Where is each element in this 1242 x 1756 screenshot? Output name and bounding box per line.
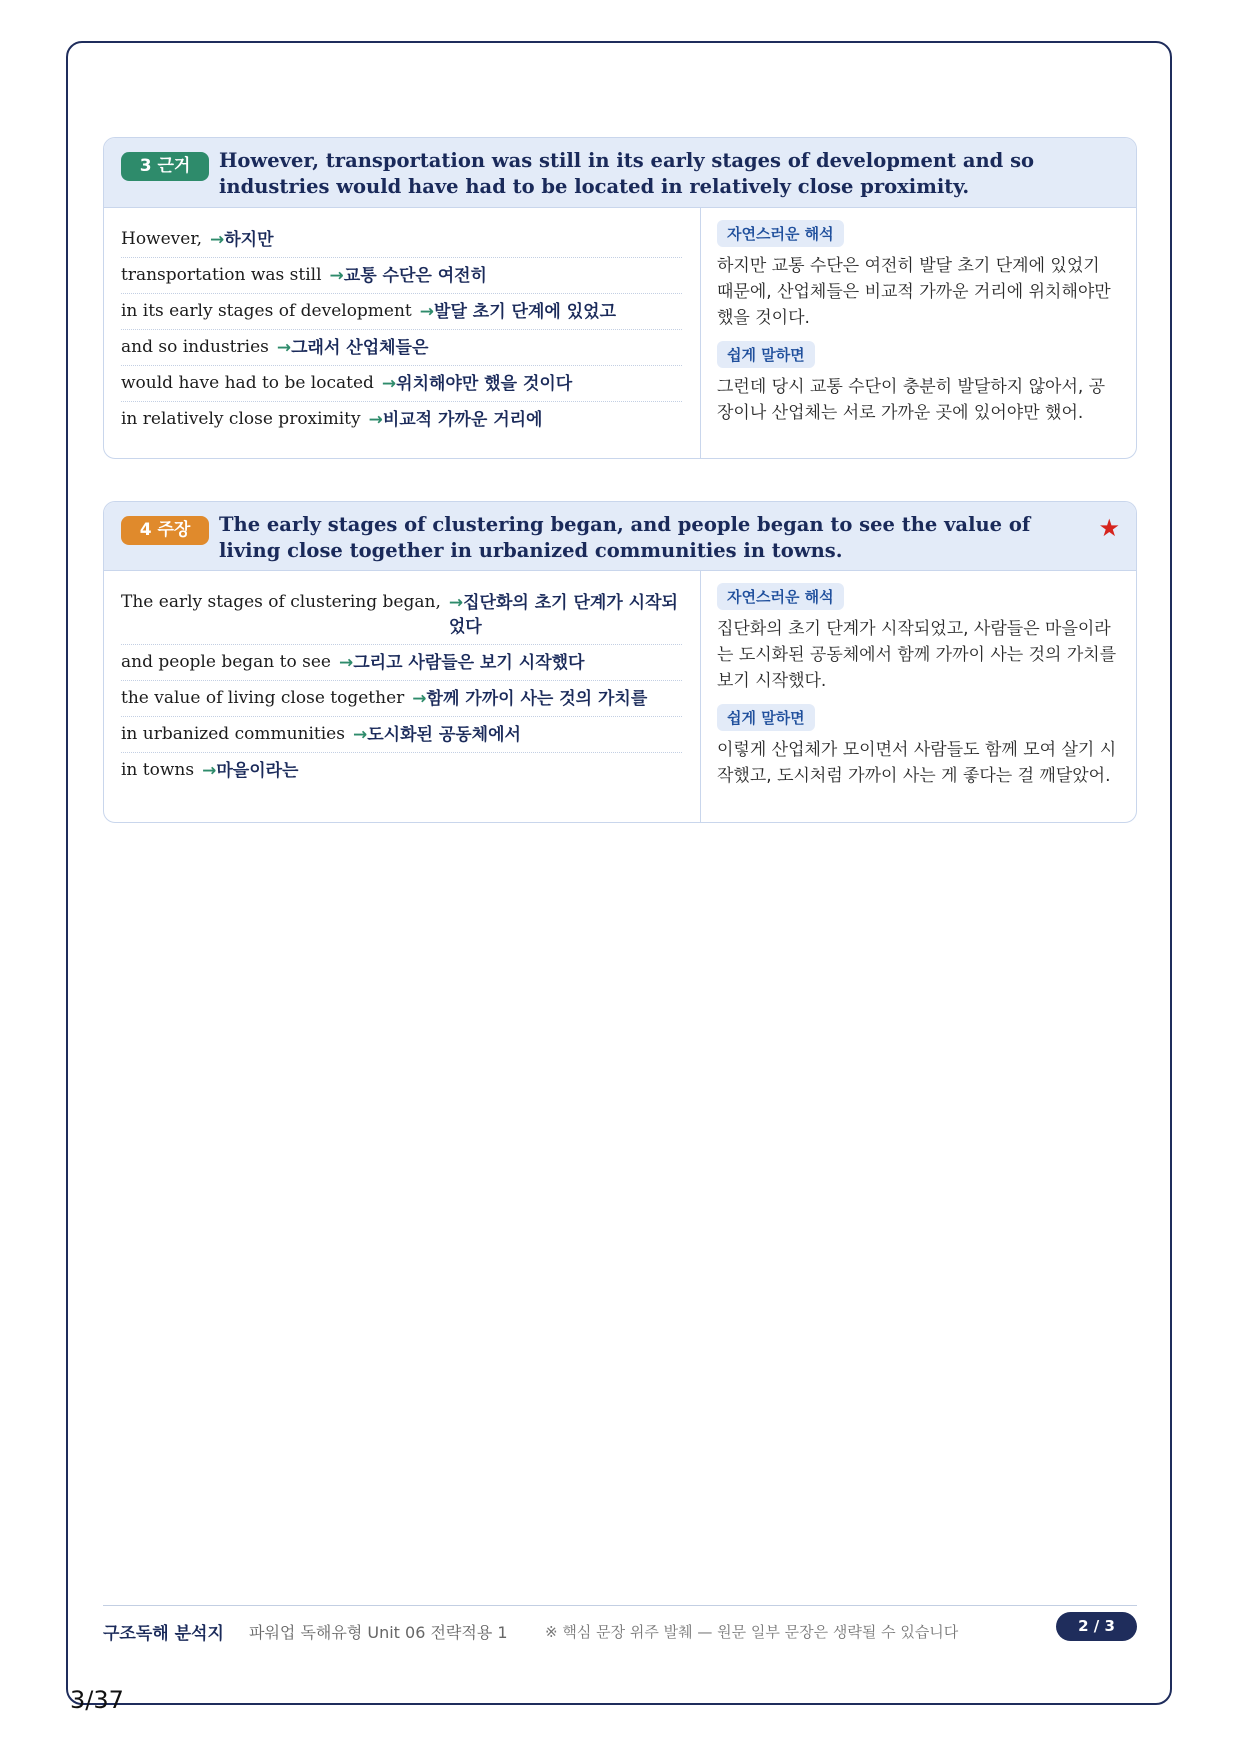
chunk-english: and people began to see bbox=[121, 652, 331, 672]
chunk-korean: →그리고 사람들은 보기 시작했다 bbox=[338, 653, 585, 673]
arrow-icon: → bbox=[368, 410, 383, 430]
natural-translation-text: 집단화의 초기 단계가 시작되었고, 사람들은 마을이라는 도시화된 공동체에서 함께 가까이 사는 것의 가치를 보기 시작했다. bbox=[717, 619, 1117, 691]
chunk-row bbox=[121, 222, 682, 258]
arrow-icon: → bbox=[412, 689, 427, 709]
easy-explanation-text: 이렇게 산업체가 모이면서 사람들도 함께 모여 살기 시작했고, 도시처럼 가까이 사는 게 좋다는 걸 깨달았어. bbox=[717, 740, 1117, 786]
sentence-card-3 bbox=[103, 137, 1137, 459]
arrow-icon: → bbox=[202, 761, 217, 781]
card-header bbox=[104, 138, 1136, 208]
chunk-english: The early stages of clustering began, bbox=[121, 592, 441, 612]
chunk-row bbox=[121, 402, 682, 437]
role-badge: 4 주장 bbox=[121, 516, 209, 545]
chunk-korean: →발달 초기 단계에 있었고 bbox=[419, 302, 617, 322]
card-header bbox=[104, 502, 1136, 571]
footer-page-badge: 2 / 3 bbox=[1056, 1612, 1137, 1641]
easy-explanation-text: 그런데 당시 교통 수단이 충분히 발달하지 않아서, 공장이나 산업체는 서로 가까운 곳에 있어야만 했어. bbox=[717, 377, 1106, 423]
chunk-korean: →위치해야만 했을 것이다 bbox=[381, 374, 573, 394]
chunk-row bbox=[121, 753, 682, 788]
easy-explanation-label: 쉽게 말하면 bbox=[717, 704, 815, 731]
chunk-korean: →함께 가까이 사는 것의 가치를 bbox=[412, 689, 648, 709]
chunk-korean: →하지만 bbox=[210, 230, 274, 250]
key-sentence: However, transportation was still in its early stages of development and so industries would have had to be located in relatively close proximity. bbox=[219, 149, 1035, 198]
footer-brand: 구조독해 분석지 bbox=[103, 1624, 224, 1644]
chunk-english: would have had to be located bbox=[121, 373, 374, 393]
translation-notes bbox=[701, 571, 1136, 822]
chunk-english: and so industries bbox=[121, 337, 269, 357]
star-icon: ★ bbox=[1098, 514, 1120, 542]
chunk-row bbox=[121, 258, 682, 294]
chunk-row bbox=[121, 366, 682, 402]
sentence-card-4 bbox=[103, 501, 1137, 823]
arrow-icon: → bbox=[210, 230, 225, 250]
chunk-list bbox=[104, 208, 701, 458]
footer-unit: 파워업 독해유형 Unit 06 전략적용 1 bbox=[249, 1623, 508, 1642]
easy-explanation-label: 쉽게 말하면 bbox=[717, 341, 815, 368]
chunk-korean: →도시화된 공동체에서 bbox=[352, 725, 521, 745]
arrow-icon: → bbox=[419, 302, 435, 322]
natural-translation-text: 하지만 교통 수단은 여전히 발달 초기 단계에 있었기 때문에, 산업체들은 비교적 가까운 거리에 위치해야만 했을 것이다. bbox=[717, 256, 1111, 328]
chunk-english: However, bbox=[121, 229, 202, 249]
arrow-icon: → bbox=[276, 338, 292, 358]
chunk-korean: →그래서 산업체들은 bbox=[276, 338, 429, 358]
natural-translation-label: 자연스러운 해석 bbox=[717, 220, 844, 247]
natural-translation-label: 자연스러운 해석 bbox=[717, 583, 844, 610]
role-badge: 3 근거 bbox=[121, 152, 209, 181]
chunk-row bbox=[121, 330, 682, 366]
chunk-english: in urbanized communities bbox=[121, 724, 345, 744]
footer-divider bbox=[103, 1605, 1137, 1606]
arrow-icon: → bbox=[338, 653, 354, 673]
translation-notes bbox=[701, 208, 1136, 458]
chunk-row bbox=[121, 717, 682, 753]
chunk-korean: →비교적 가까운 거리에 bbox=[368, 410, 543, 430]
chunk-row bbox=[121, 681, 682, 717]
arrow-icon: → bbox=[329, 266, 344, 286]
arrow-icon: → bbox=[381, 374, 397, 394]
chunk-korean: →집단화의 초기 단계가 시작되었다 bbox=[448, 593, 678, 637]
chunk-row bbox=[121, 645, 682, 681]
chunk-english: in relatively close proximity bbox=[121, 409, 361, 429]
chunk-english: in towns bbox=[121, 760, 195, 780]
footer-note: ※ 핵심 문장 위주 발췌 — 원문 일부 문장은 생략될 수 있습니다 bbox=[545, 1623, 959, 1641]
chunk-korean: →교통 수단은 여전히 bbox=[329, 266, 487, 286]
chunk-english: the value of living close together bbox=[121, 688, 405, 708]
key-sentence: The early stages of clustering began, and people began to see the value of living close together in urbanized communities in towns. bbox=[219, 513, 1031, 562]
arrow-icon: → bbox=[352, 725, 368, 745]
chunk-korean: →마을이라는 bbox=[202, 761, 299, 781]
chunk-english: transportation was still bbox=[121, 265, 322, 285]
chunk-list bbox=[104, 571, 701, 822]
arrow-icon: → bbox=[448, 593, 464, 613]
chunk-english: in its early stages of development bbox=[121, 301, 412, 321]
document-page-number: 3/37 bbox=[70, 1686, 124, 1714]
chunk-row bbox=[121, 294, 682, 330]
chunk-row bbox=[121, 585, 682, 645]
